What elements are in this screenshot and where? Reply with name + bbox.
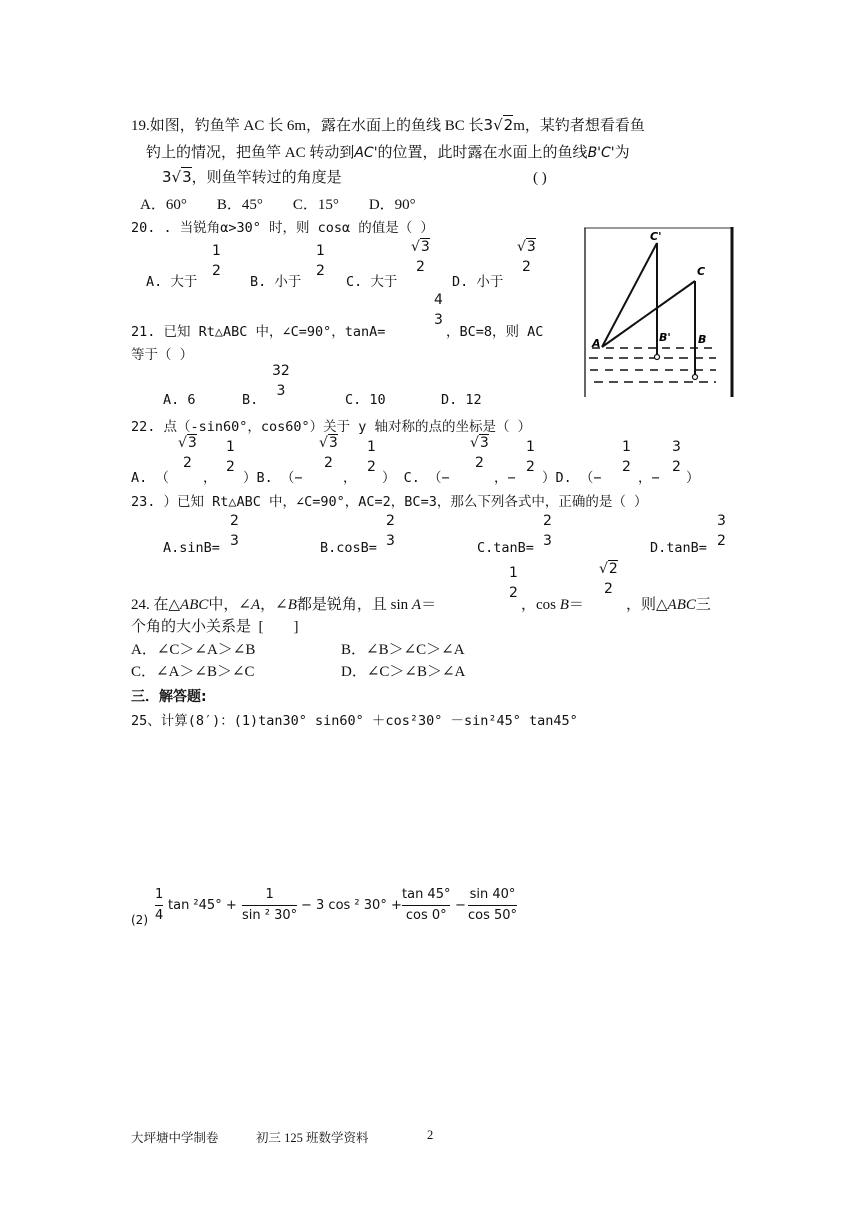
fishing-rod-diagram xyxy=(584,227,736,397)
q22-option-d-close: ） xyxy=(686,470,700,486)
q19-text-2c: 为 xyxy=(614,145,630,161)
q19-text-1b: m，某钓者想看看鱼 xyxy=(513,118,645,134)
q20-option-c: C. 大于 xyxy=(346,274,398,290)
fishing-rod-figure xyxy=(584,227,736,397)
q20-stem: 20. . 当锐角α>30° 时，则 cosα 的值是（ ） xyxy=(131,220,434,236)
q24-triangle-abc: ABC xyxy=(180,597,209,613)
q24-text-a: 24. 在△ xyxy=(131,597,181,613)
q21-line1b: ，BC=8，则 AC xyxy=(446,324,544,340)
q25-expr-term-3: − 3 cos ² 30° + xyxy=(301,898,402,913)
q19-answer-bracket: ( ) xyxy=(533,170,547,186)
q22-frac-5: √3 2 xyxy=(470,435,489,471)
q23-option-b: B.cosB= xyxy=(320,540,377,556)
q19-text-2a: 钓上的情况，把鱼竿 AC 转动到 xyxy=(146,145,355,161)
footer-page-number: 2 xyxy=(427,1128,434,1142)
q20-option-b: B. 小于 xyxy=(250,274,302,290)
q22-frac-3: √3 2 xyxy=(319,435,338,471)
label-a: A xyxy=(592,337,601,350)
q25-part2-label: (2) xyxy=(131,913,148,927)
q21-option-c: C. 10 xyxy=(345,392,386,408)
q21-option-b-fraction: 32 3 xyxy=(272,363,290,399)
footer-class-info: 初三 125 班数学资料 xyxy=(256,1131,369,1145)
q24-text-c: ，∠ xyxy=(260,597,288,613)
q19-label-ac-prime: AC' xyxy=(354,145,378,161)
q23-stem: 23. ）已知 Rt△ABC 中，∠C=90°，AC=2，BC=3，那么下列各式中，正确的是（ ） xyxy=(131,494,648,510)
q19-options: A．60° B．45° C．15° D．90° xyxy=(140,197,416,213)
q25-expr-minus: − xyxy=(455,898,466,913)
q24-cos-fraction: √2 2 xyxy=(599,561,618,597)
q19-text-3: ，则鱼竿转过的角度是 xyxy=(191,170,342,186)
section-3-heading: 三．解答题: xyxy=(131,689,207,705)
q19-value-3sqrt3: 3√3 xyxy=(162,168,192,186)
q22-option-c-comma: ，− xyxy=(494,470,516,486)
q22-option-a-open: A. （ xyxy=(131,470,169,486)
q21-option-d: D. 12 xyxy=(441,392,482,408)
q20-option-a: A. 大于 xyxy=(146,274,198,290)
q22-option-d-open: ）D. （− xyxy=(542,470,602,486)
q24-option-d: D．∠C＞∠B＞∠A xyxy=(341,664,466,680)
q24-text-f: ，cos xyxy=(521,597,556,613)
q23-fraction-a: 2 3 xyxy=(230,513,239,549)
q22-frac-8: 3 2 xyxy=(672,439,681,475)
q24-option-b: B．∠B＞∠C＞∠A xyxy=(341,642,465,658)
q19-line2 xyxy=(146,141,630,162)
label-b-prime: B' xyxy=(659,331,671,344)
q24-line1-tail xyxy=(626,593,711,614)
q22-option-d-comma: ，− xyxy=(638,470,660,486)
q24-option-a: A．∠C＞∠A＞∠B xyxy=(131,642,256,658)
q25-expr-frac-sin-cos: sin 40° cos 50° xyxy=(468,887,518,923)
q22-frac-1: √3 2 xyxy=(178,435,197,471)
q24-sin-var: A xyxy=(411,597,422,613)
hook-b-prime xyxy=(655,355,660,360)
q23-option-d: D.tanB= xyxy=(650,540,707,556)
q25-expr-frac-1-4: 1 4 xyxy=(155,887,164,923)
q23-fraction-c: 2 3 xyxy=(543,513,552,549)
q24-text-e: ＝ xyxy=(421,597,437,613)
q19-value-3sqrt2: 3√2 xyxy=(483,116,514,134)
q24-text-g: ＝ xyxy=(568,597,584,613)
q19-label-bc-prime: B'C' xyxy=(587,145,615,161)
q24-line1 xyxy=(131,593,436,614)
label-c: C xyxy=(697,265,706,278)
q21-option-b: B. xyxy=(242,392,259,408)
q22-frac-7: 1 2 xyxy=(622,439,631,475)
q25-part1: 25、计算(8′)：(1)tan30° sin60° ＋cos²30° －sin²45° tan45° xyxy=(131,713,578,729)
q24-sin-fraction: 1 2 xyxy=(509,565,518,601)
q24-angle-b: B xyxy=(287,597,297,613)
q25-expr-frac-tan-cos: tan 45° cos 0° xyxy=(402,887,451,923)
label-c-prime: C' xyxy=(650,230,662,243)
q22-frac-2: 1 2 xyxy=(226,439,235,475)
q24-triangle-abc-2: ABC xyxy=(667,597,696,613)
label-b: B xyxy=(698,333,707,346)
q19-text-2b: 的位置，此时露在水面上的鱼线 xyxy=(377,145,588,161)
q24-line1-cos xyxy=(521,593,584,614)
q23-fraction-b: 2 3 xyxy=(386,513,395,549)
q21-line2: 等于（ ） xyxy=(131,347,194,363)
q24-text-i: 三 xyxy=(695,597,711,613)
q20-fraction-c: √3 2 xyxy=(411,239,430,275)
q24-text-b: 中，∠ xyxy=(208,597,251,613)
q22-option-b-open: ）B. （− xyxy=(243,470,303,486)
q24-angle-a: A xyxy=(250,597,261,613)
q24-option-c: C．∠A＞∠B＞∠C xyxy=(131,664,255,680)
q23-option-c: C.tanB= xyxy=(477,540,534,556)
q24-cos-var: B xyxy=(559,597,569,613)
q24-text-d: 都是锐角，且 sin xyxy=(296,597,409,613)
q19-line3 xyxy=(162,166,342,187)
q21-option-a: A. 6 xyxy=(163,392,196,408)
q20-fraction-b: 1 2 xyxy=(316,243,325,279)
q20-fraction-a: 1 2 xyxy=(212,243,221,279)
hook-b xyxy=(693,375,698,380)
q21-tan-fraction: 4 3 xyxy=(434,292,443,328)
q22-frac-6: 1 2 xyxy=(526,439,535,475)
q24-text-h: ，则△ xyxy=(626,597,668,613)
q23-option-a: A.sinB= xyxy=(163,540,220,556)
q24-line2: 个角的大小关系是 [ ] xyxy=(131,619,299,635)
q21-line1a: 21. 已知 Rt△ABC 中，∠C=90°，tanA= xyxy=(131,324,386,340)
q20-option-d: D. 小于 xyxy=(452,274,504,290)
q25-expr-term-1: tan ²45° + xyxy=(168,898,237,913)
q19-text-1a: 19.如图，钓鱼竿 AC 长 6m，露在水面上的鱼线 BC 长 xyxy=(131,118,484,134)
q23-fraction-d: 3 2 xyxy=(717,513,726,549)
q22-option-c-open: ） C. （− xyxy=(382,470,450,486)
q20-fraction-d: √3 2 xyxy=(517,239,536,275)
q22-frac-4: 1 2 xyxy=(367,439,376,475)
q19-line1 xyxy=(131,114,645,135)
footer-school: 大坪塘中学制卷 xyxy=(131,1131,219,1145)
q22-option-b-comma: ， xyxy=(343,470,357,486)
q22-option-a-comma: ， xyxy=(203,470,217,486)
q22-stem: 22. 点（-sin60°，cos60°）关于 y 轴对称的点的坐标是（ ） xyxy=(131,419,532,435)
q25-expr-frac-1-sin: 1 sin ² 30° xyxy=(242,887,298,923)
